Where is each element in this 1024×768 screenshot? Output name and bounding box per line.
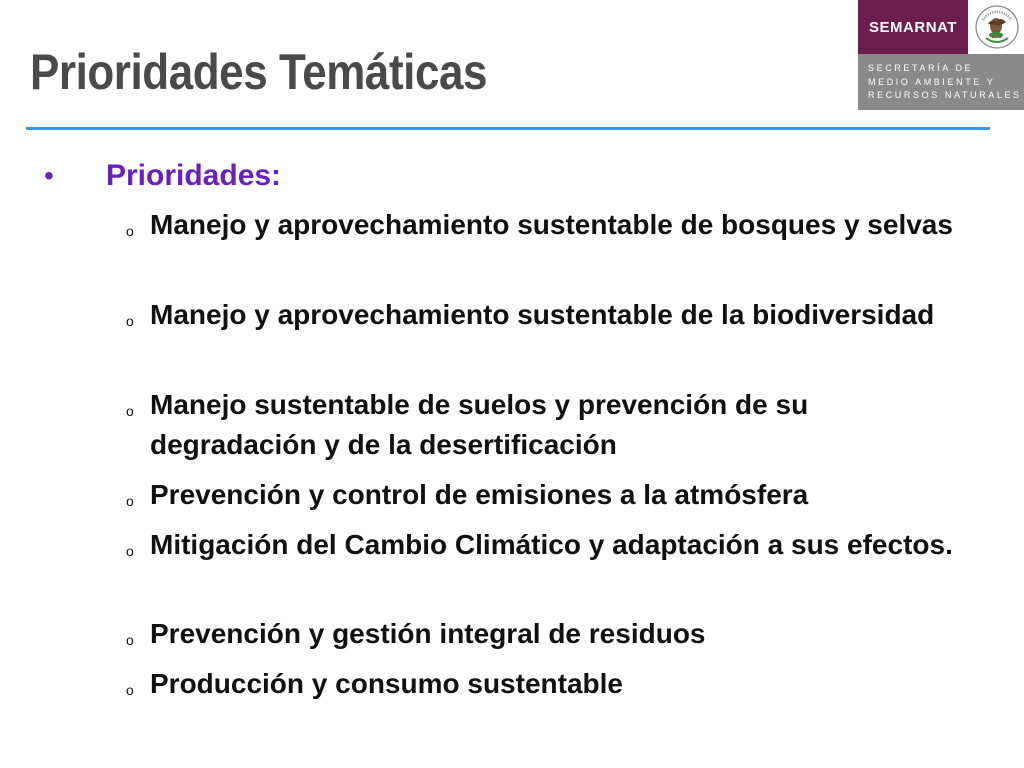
sub-bullet-icon: o bbox=[126, 493, 134, 509]
semarnat-logo bbox=[858, 0, 1024, 110]
priority-item-text: Prevención y gestión integral de residuos bbox=[150, 618, 706, 649]
sub-bullet-icon: o bbox=[126, 682, 134, 698]
sub-bullet-icon: o bbox=[126, 313, 134, 329]
priority-item-text: Prevención y control de emisiones a la atmósfera bbox=[150, 479, 809, 510]
sub-bullet-icon: o bbox=[126, 403, 134, 419]
mexican-seal-icon bbox=[974, 4, 1020, 50]
sub-bullet-icon: o bbox=[126, 632, 134, 648]
priority-item-text: Mitigación del Cambio Climático y adaptación a sus efectos. bbox=[150, 529, 953, 560]
priority-item-text: Manejo y aprovechamiento sustentable de bosques y selvas bbox=[150, 209, 953, 240]
priority-item-text: Manejo sustentable de suelos y prevención de su degradación y de la desertificación bbox=[150, 389, 809, 460]
logo-subtitle-band bbox=[858, 54, 1024, 110]
sub-bullet-icon: o bbox=[126, 223, 134, 239]
logo-top-band bbox=[858, 0, 1024, 54]
logo-line-2: MEDIO AMBIENTE Y bbox=[868, 76, 996, 87]
priorities-bullet bbox=[44, 156, 944, 198]
sub-bullet-icon: o bbox=[126, 543, 134, 559]
logo-line-1: SECRETARÍA DE bbox=[868, 63, 974, 73]
title-divider bbox=[26, 127, 990, 130]
slide-title: Prioridades Temáticas bbox=[30, 44, 488, 100]
logo-brand-name: SEMARNAT bbox=[858, 0, 968, 54]
logo-line-3: RECURSOS NATURALES bbox=[868, 90, 1022, 100]
priority-item-text: Producción y consumo sustentable bbox=[150, 668, 623, 699]
priority-item-text: Manejo y aprovechamiento sustentable de la biodiversidad bbox=[150, 299, 935, 330]
bullet-icon: • bbox=[44, 160, 54, 191]
priorities-heading: Prioridades: bbox=[106, 159, 282, 192]
